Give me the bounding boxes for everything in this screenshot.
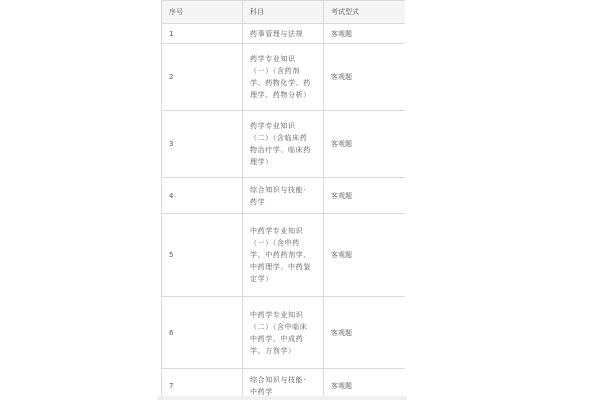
header-exam-format: 考试型式 xyxy=(324,1,406,24)
row-subject: 综合知识与技能·药学 xyxy=(243,178,324,214)
row-exam-format: 客观题 xyxy=(324,214,406,297)
page-bottom-edge xyxy=(157,396,407,400)
row-exam-format: 客观题 xyxy=(324,297,406,369)
row-exam-format: 客观题 xyxy=(324,24,406,44)
table-row xyxy=(162,214,406,297)
row-number: 1 xyxy=(162,24,243,44)
row-number: 7 xyxy=(162,369,243,400)
row-number: 4 xyxy=(162,178,243,214)
row-subject: 药事管理与法规 xyxy=(243,24,324,44)
exam-subjects-table-container xyxy=(161,0,405,400)
row-subject: 综合知识与技能·中药学 xyxy=(243,369,324,400)
row-number: 2 xyxy=(162,44,243,111)
header-number: 序号 xyxy=(162,1,243,24)
row-number: 3 xyxy=(162,111,243,178)
exam-subjects-table xyxy=(161,0,405,400)
row-exam-format: 客观题 xyxy=(324,369,406,400)
row-subject: 药学专业知识（一）（含药剂学、药物化学、药理学、药物分析） xyxy=(243,44,324,111)
row-subject: 药学专业知识（二）（含临床药物治疗学、临床药理学） xyxy=(243,111,324,178)
table-row xyxy=(162,178,406,214)
table-row xyxy=(162,297,406,369)
header-subject: 科目 xyxy=(243,1,324,24)
row-exam-format: 客观题 xyxy=(324,111,406,178)
row-exam-format: 客观题 xyxy=(324,178,406,214)
row-number: 6 xyxy=(162,297,243,369)
table-header-row xyxy=(162,1,406,24)
table-row xyxy=(162,24,406,44)
row-exam-format: 客观题 xyxy=(324,44,406,111)
table-row xyxy=(162,44,406,111)
row-subject: 中药学专业知识（一）（含中药学、中药药剂学、中药理学、中药鉴定学） xyxy=(243,214,324,297)
table-row xyxy=(162,111,406,178)
row-number: 5 xyxy=(162,214,243,297)
row-subject: 中药学专业知识（二）（含中临床中药学、中成药学、方剂学） xyxy=(243,297,324,369)
